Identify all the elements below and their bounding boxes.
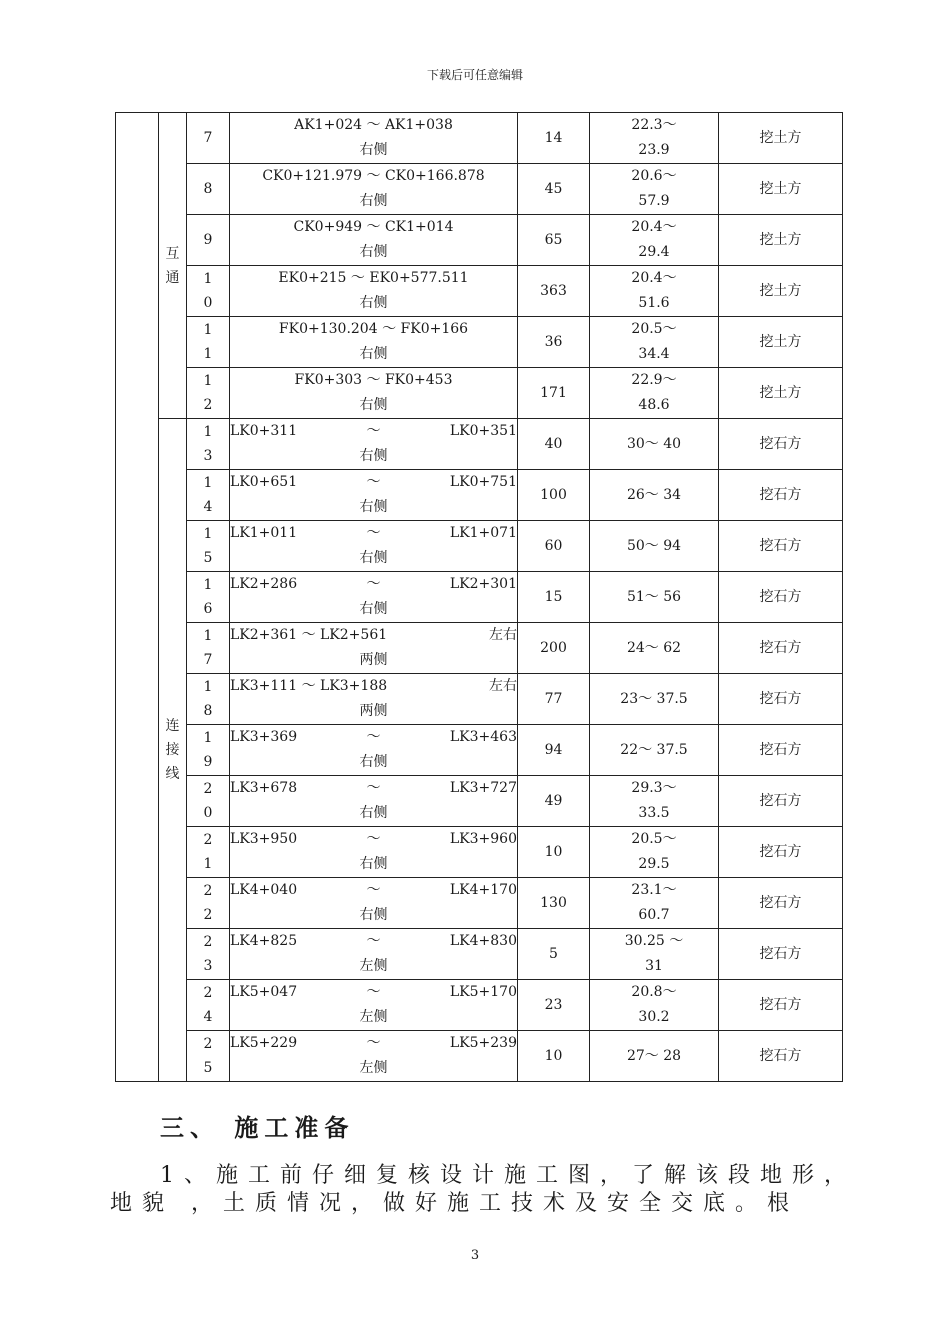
slope-height-cell: 30.25 ～ 31 [590, 929, 719, 980]
station-range: FK0+130.204 ～ FK0+166 右侧 [230, 317, 518, 368]
excavation-type-cell: 挖石方 [719, 623, 843, 674]
slope-height-cell: 20.4～ 51.6 [590, 266, 719, 317]
row-number: 7 [187, 113, 230, 164]
table-row [116, 419, 843, 470]
station-range: CK0+121.979 ～ CK0+166.878 右侧 [230, 164, 518, 215]
table-row [116, 368, 843, 419]
length-cell: 36 [518, 317, 590, 368]
station-range: LK0+651 ～ LK0+751 右侧 [230, 470, 518, 521]
row-number: 2 5 [187, 1031, 230, 1082]
section-title: 三、 施工准备 [160, 1113, 355, 1142]
excavation-type-cell: 挖石方 [719, 827, 843, 878]
station-range: LK5+229 ～ LK5+239 左侧 [230, 1031, 518, 1082]
slope-height-cell: 20.6～ 57.9 [590, 164, 719, 215]
excavation-type-cell: 挖石方 [719, 776, 843, 827]
table-row [116, 470, 843, 521]
slope-height-cell: 20.5～ 29.5 [590, 827, 719, 878]
group-label-connector: 连 接 线 [159, 419, 187, 1082]
length-cell: 200 [518, 623, 590, 674]
length-cell: 10 [518, 827, 590, 878]
excavation-type-cell: 挖石方 [719, 572, 843, 623]
table-row [116, 929, 843, 980]
paragraph-line-1: 1、施工前仔细复核设计施工图，了解该段地形， [160, 1163, 856, 1188]
row-number: 1 1 [187, 317, 230, 368]
page-header: 下载后可任意编辑 [426, 68, 523, 82]
row-number: 1 0 [187, 266, 230, 317]
table-row [116, 725, 843, 776]
slope-height-cell: 20.8～ 30.2 [590, 980, 719, 1031]
table-row [116, 1031, 843, 1082]
row-number: 1 2 [187, 368, 230, 419]
excavation-type-cell: 挖石方 [719, 929, 843, 980]
slope-height-cell: 22.9～ 48.6 [590, 368, 719, 419]
slope-height-cell: 26～ 34 [590, 470, 719, 521]
excavation-type-cell: 挖土方 [719, 215, 843, 266]
row-number: 1 9 [187, 725, 230, 776]
length-cell: 40 [518, 419, 590, 470]
length-cell: 45 [518, 164, 590, 215]
length-cell: 5 [518, 929, 590, 980]
table-row [116, 623, 843, 674]
slope-height-cell: 24～ 62 [590, 623, 719, 674]
station-range: FK0+303 ～ FK0+453 右侧 [230, 368, 518, 419]
slope-height-cell: 22～ 37.5 [590, 725, 719, 776]
slope-height-cell: 20.4～ 29.4 [590, 215, 719, 266]
excavation-type-cell: 挖土方 [719, 113, 843, 164]
paragraph-line-2: 地貌 ，土质情况，做好施工技术及安全交底。根 [110, 1191, 799, 1216]
length-cell: 130 [518, 878, 590, 929]
table-row [116, 164, 843, 215]
station-range: LK3+950 ～ LK3+960 右侧 [230, 827, 518, 878]
station-range: LK1+011 ～ LK1+071 右侧 [230, 521, 518, 572]
length-cell: 65 [518, 215, 590, 266]
station-range: LK3+111 ～ LK3+188 左右 两侧 [230, 674, 518, 725]
length-cell: 23 [518, 980, 590, 1031]
table-row [116, 980, 843, 1031]
length-cell: 77 [518, 674, 590, 725]
table-row [116, 521, 843, 572]
row-number: 1 6 [187, 572, 230, 623]
excavation-type-cell: 挖土方 [719, 368, 843, 419]
excavation-type-cell: 挖土方 [719, 266, 843, 317]
slope-height-cell: 20.5～ 34.4 [590, 317, 719, 368]
slope-height-cell: 27～ 28 [590, 1031, 719, 1082]
row-number: 1 8 [187, 674, 230, 725]
page-number: 3 [470, 1248, 480, 1263]
station-range: AK1+024 ～ AK1+038 右侧 [230, 113, 518, 164]
excavation-type-cell: 挖石方 [719, 521, 843, 572]
length-cell: 60 [518, 521, 590, 572]
table-row [116, 674, 843, 725]
row-number: 1 4 [187, 470, 230, 521]
length-cell: 100 [518, 470, 590, 521]
station-range: LK0+311 ～ LK0+351 右侧 [230, 419, 518, 470]
slope-height-cell: 50～ 94 [590, 521, 719, 572]
table-row [116, 113, 843, 164]
length-cell: 10 [518, 1031, 590, 1082]
slope-height-cell: 29.3～ 33.5 [590, 776, 719, 827]
station-range: LK4+040 ～ LK4+170 右侧 [230, 878, 518, 929]
excavation-type-cell: 挖土方 [719, 164, 843, 215]
row-number: 2 4 [187, 980, 230, 1031]
length-cell: 49 [518, 776, 590, 827]
row-number: 2 1 [187, 827, 230, 878]
table-row [116, 266, 843, 317]
row-number: 2 3 [187, 929, 230, 980]
row-number: 1 7 [187, 623, 230, 674]
length-cell: 171 [518, 368, 590, 419]
station-range: LK4+825 ～ LK4+830 左侧 [230, 929, 518, 980]
slope-table [115, 112, 843, 1082]
station-range: LK2+361 ～ LK2+561 左右 两侧 [230, 623, 518, 674]
row-number: 8 [187, 164, 230, 215]
row-number: 9 [187, 215, 230, 266]
excavation-type-cell: 挖石方 [719, 725, 843, 776]
row-number: 1 5 [187, 521, 230, 572]
group-label-interchange: 互 通 [159, 113, 187, 419]
slope-height-cell: 51～ 56 [590, 572, 719, 623]
station-range: LK5+047 ～ LK5+170 左侧 [230, 980, 518, 1031]
slope-height-cell: 22.3～ 23.9 [590, 113, 719, 164]
excavation-type-cell: 挖石方 [719, 878, 843, 929]
row-number: 2 2 [187, 878, 230, 929]
length-cell: 14 [518, 113, 590, 164]
excavation-type-cell: 挖土方 [719, 317, 843, 368]
length-cell: 94 [518, 725, 590, 776]
station-range: EK0+215 ～ EK0+577.511 右侧 [230, 266, 518, 317]
row-number: 2 0 [187, 776, 230, 827]
blank-column-cell [116, 113, 159, 1082]
excavation-type-cell: 挖石方 [719, 1031, 843, 1082]
station-range: LK3+678 ～ LK3+727 右侧 [230, 776, 518, 827]
station-range: CK0+949 ～ CK1+014 右侧 [230, 215, 518, 266]
slope-height-cell: 23.1～ 60.7 [590, 878, 719, 929]
length-cell: 15 [518, 572, 590, 623]
excavation-type-cell: 挖石方 [719, 419, 843, 470]
table-row [116, 215, 843, 266]
slope-height-cell: 30～ 40 [590, 419, 719, 470]
excavation-type-cell: 挖石方 [719, 470, 843, 521]
table-row [116, 776, 843, 827]
station-range: LK2+286 ～ LK2+301 右侧 [230, 572, 518, 623]
excavation-type-cell: 挖石方 [719, 674, 843, 725]
row-number: 1 3 [187, 419, 230, 470]
station-range: LK3+369 ～ LK3+463 右侧 [230, 725, 518, 776]
table-row [116, 878, 843, 929]
table-row [116, 317, 843, 368]
length-cell: 363 [518, 266, 590, 317]
table-row [116, 572, 843, 623]
table-row [116, 827, 843, 878]
excavation-type-cell: 挖石方 [719, 980, 843, 1031]
slope-height-cell: 23～ 37.5 [590, 674, 719, 725]
